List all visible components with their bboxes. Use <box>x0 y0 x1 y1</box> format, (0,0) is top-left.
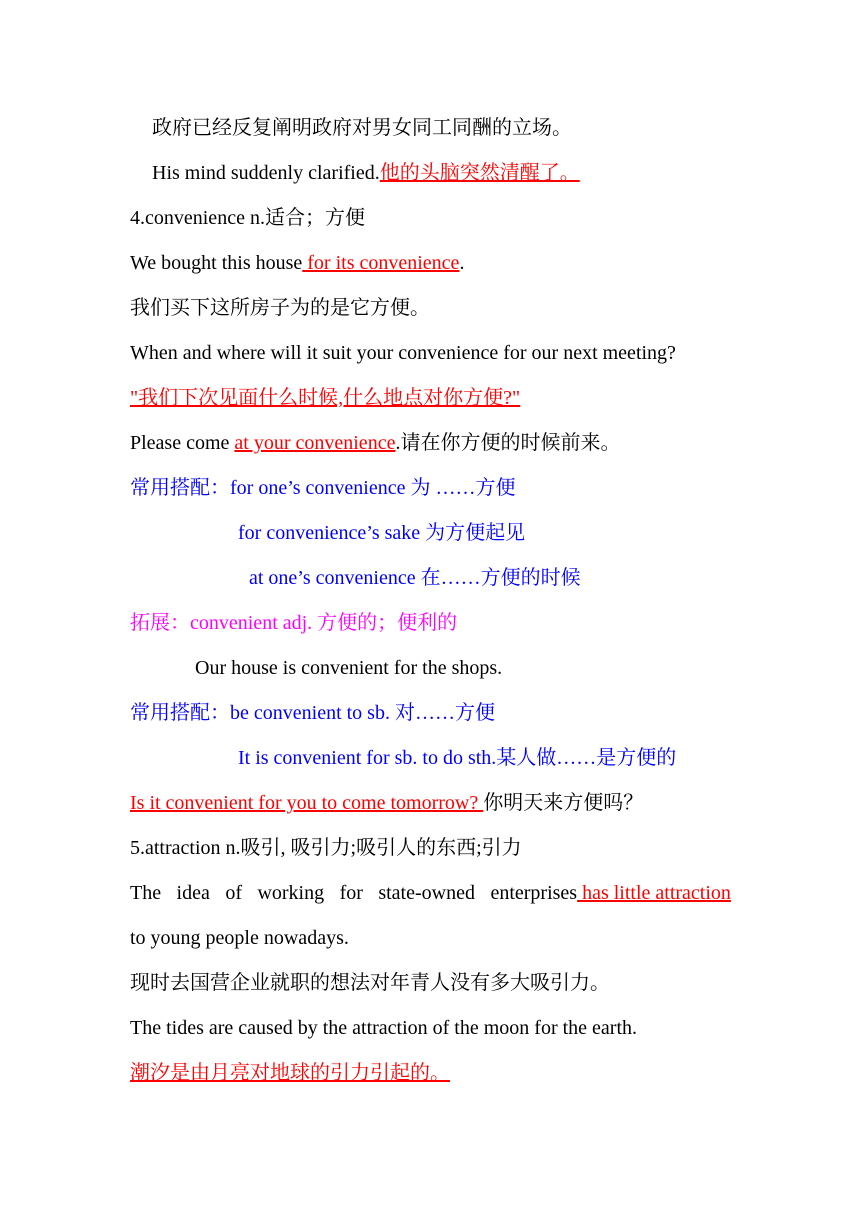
phrase-highlight: has little attraction <box>577 882 731 904</box>
chinese-example-sentence <box>152 115 572 141</box>
example-text: Our house is convenient for the shops. <box>195 657 503 679</box>
english-example-sentence <box>130 430 620 456</box>
english-example-sentence <box>130 340 676 366</box>
translation-text: 我们买下这所房子为的是它方便。 <box>130 297 430 319</box>
translation-highlight: "我们下次见面什么时候,什么地点对你方便?" <box>130 387 521 409</box>
collocation-line <box>238 745 676 771</box>
english-example-sentence <box>130 250 464 276</box>
collocation-line <box>238 520 525 546</box>
collocation-line <box>249 565 581 591</box>
collocation-label: 常用搭配： <box>130 477 230 499</box>
collocation-line <box>130 475 515 501</box>
example-word: of <box>225 882 242 904</box>
example-word: idea <box>176 882 210 904</box>
vocab-heading-text: 4.convenience n.适合；方便 <box>130 207 365 229</box>
example-word: for <box>339 882 363 904</box>
vocab-heading-text: 5.attraction n.吸引, 吸引力;吸引人的东西;引力 <box>130 837 522 859</box>
english-example-sentence <box>130 790 643 816</box>
example-text: His mind suddenly clarified. <box>152 162 380 184</box>
english-example-continuation <box>130 925 349 951</box>
extension-label: 拓展： <box>130 612 190 634</box>
example-text: 政府已经反复阐明政府对男女同工同酬的立场。 <box>152 117 572 139</box>
collocation-line <box>130 700 495 726</box>
example-word: state-owned <box>378 882 475 904</box>
collocation-text: at one’s convenience 在……方便的时候 <box>249 567 581 589</box>
example-word: enterprises <box>490 882 578 904</box>
collocation-text: be convenient to sb. 对……方便 <box>230 702 495 724</box>
english-example-sentence <box>130 1015 637 1041</box>
collocation-label: 常用搭配： <box>130 702 230 724</box>
example-text: We bought this house <box>130 252 303 274</box>
translation-text: 现时去国营企业就职的想法对年青人没有多大吸引力。 <box>130 972 610 994</box>
example-highlight: Is it convenient for you to come tomorrow? <box>130 792 484 814</box>
phrase-highlight: for its convenience <box>302 252 460 274</box>
chinese-translation <box>130 970 610 996</box>
collocation-text: It is convenient for sb. to do sth.某人做……是方便的 <box>238 747 677 769</box>
translation-highlight: 潮汐是由月亮对地球的引力引起的。 <box>130 1062 450 1084</box>
vocab-heading-attraction <box>130 835 522 861</box>
translation-text: 你明天来方便吗？ <box>483 792 644 814</box>
collocation-text: for convenience’s sake 为方便起见 <box>238 522 526 544</box>
example-text: .请在你方便的时候前来。 <box>395 432 621 454</box>
translation-highlight: 他的头脑突然清醒了。 <box>379 162 580 184</box>
example-text: When and where will it suit your convenience for our next meeting? <box>130 342 676 364</box>
chinese-translation <box>130 1060 450 1086</box>
example-word: working <box>257 882 325 904</box>
chinese-translation <box>130 385 520 411</box>
phrase-highlight: at your convenience <box>234 432 396 454</box>
example-word: The <box>130 882 162 904</box>
example-word-with-highlight <box>490 880 730 906</box>
example-text: . <box>459 252 465 274</box>
example-text: Please come <box>130 432 235 454</box>
extension-line <box>130 610 457 636</box>
english-example-sentence <box>130 880 731 906</box>
vocab-heading-convenience <box>130 205 365 231</box>
english-example-sentence <box>195 655 502 681</box>
example-text: to young people nowadays. <box>130 927 349 949</box>
collocation-text: for one’s convenience 为 ……方便 <box>230 477 516 499</box>
english-example-sentence <box>152 160 580 186</box>
chinese-translation <box>130 295 430 321</box>
example-text: The tides are caused by the attraction of the moon for the earth. <box>130 1017 638 1039</box>
extension-text: convenient adj. 方便的；便利的 <box>190 612 458 634</box>
